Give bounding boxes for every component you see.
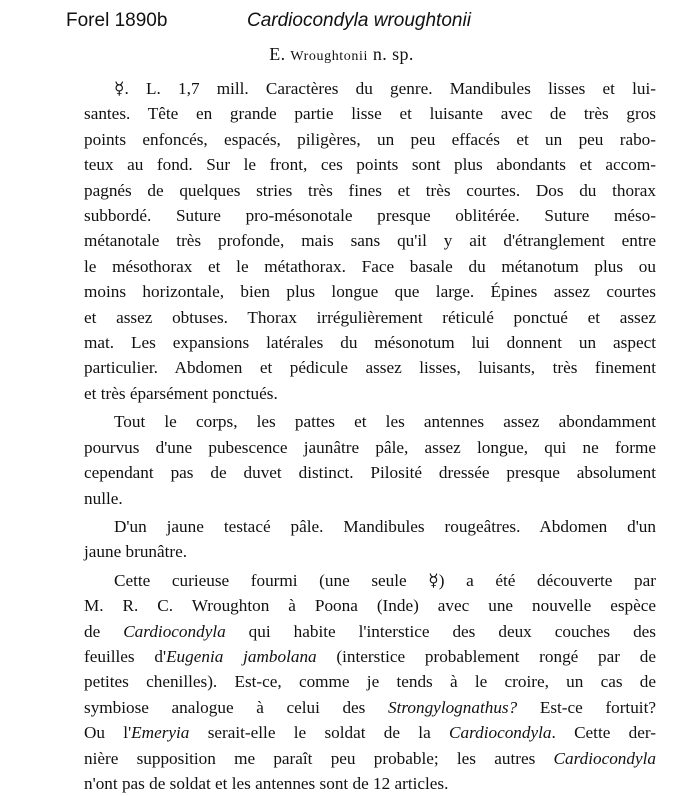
taxon-name: Cardiocondyla [449, 723, 552, 743]
text-line: feuilles d'Eugenia jambolana (interstice probablement rongé par de [84, 646, 656, 666]
paragraph-color [56, 514, 656, 565]
text-line: et assez obtuses. Thorax irrégulièrement réticulé ponctué et assez [84, 307, 656, 327]
text-line: Tout le corps, les pattes et les antennes assez abondamment [114, 412, 656, 432]
taxon-name: Cardiocondyla [553, 748, 656, 768]
taxon-name: Eugenia jambolana [166, 646, 317, 666]
page-header [66, 10, 626, 38]
text-line: jaune brunâtre. [84, 542, 188, 562]
text-line: n'ont pas de soldat et les antennes sont de 12 articles. [84, 773, 449, 793]
paragraph-discovery [56, 568, 656, 796]
text-line: moins horizontale, bien plus longue que large. Épines assez courtes [84, 282, 656, 302]
text-line: symbiose analogue à celui des Strongylognathus? Est-ce fortuit? [84, 697, 656, 717]
taxon-name: Cardiocondyla [123, 621, 226, 641]
text-line: nulle. [84, 488, 123, 508]
taxon-name: Strongylognathus? [387, 697, 518, 717]
text-line: teux au fond. Sur le front, ces points sont plus abondants et accom- [84, 155, 656, 175]
text-line: santes. Tête en grande partie lisse et luisante avec de très gros [84, 104, 656, 124]
text-line: pagnés de quelques stries très fines et très courtes. Dos du thorax [84, 180, 656, 200]
text-line: subbordé. Suture pro-mésonotale presque oblitérée. Suture méso- [84, 206, 656, 226]
species-heading-suffix: n. sp. [367, 44, 414, 64]
text-line: mat. Les expansions latérales du mésonotum lui donnent un aspect [84, 333, 656, 353]
text-line: Cette curieuse fourmi (une seule ☿) a été découverte par [114, 570, 656, 590]
species-heading-name: Wroughtonii [290, 49, 368, 64]
text-line: petites chenilles). Est-ce, comme je tends à le croire, un cas de [84, 672, 656, 692]
paragraph-pubescence [56, 409, 656, 511]
text-line: de Cardiocondyla qui habite l'interstice des deux couches des [84, 621, 656, 641]
reference-label: Forel 1890b [66, 10, 168, 31]
species-heading [0, 44, 683, 65]
text-line: nière supposition me paraît peu probable; les autres Cardiocondyla [84, 748, 656, 768]
paragraph-description [56, 76, 656, 406]
text-line: métanotale très profonde, mais sans qu'il y ait d'étranglement entre [84, 231, 656, 251]
text-line: pourvus d'une pubescence jaunâtre pâle, assez longue, qui ne forme [84, 437, 656, 457]
text-line: M. R. C. Wroughton à Poona (Inde) avec une nouvelle espèce [84, 596, 656, 616]
taxon-name: Emeryia [131, 723, 190, 743]
species-label: Cardiocondyla wroughtonii [247, 10, 471, 31]
text-line: cependant pas de duvet distinct. Pilosité dressée presque absolument [84, 463, 656, 483]
text-line: particulier. Abdomen et pédicule assez lisses, luisants, très finement [84, 358, 656, 378]
text-line: Ou l'Emeryia serait-elle le soldat de la Cardiocondyla. Cette der- [84, 723, 656, 743]
text-line: D'un jaune testacé pâle. Mandibules rougeâtres. Abdomen d'un [114, 516, 656, 536]
species-heading-prefix: E. [269, 44, 291, 64]
text-line: et très éparsément ponctués. [84, 383, 278, 403]
text-line: ☿. L. 1,7 mill. Caractères du genre. Mandibules lisses et lui- [114, 79, 656, 98]
text-line: points enfoncés, espacés, piligères, un peu effacés et un peu rabo- [84, 129, 656, 149]
description-body [56, 76, 656, 796]
text-line: le mésothorax et le métathorax. Face basale du métanotum plus ou [84, 256, 656, 276]
